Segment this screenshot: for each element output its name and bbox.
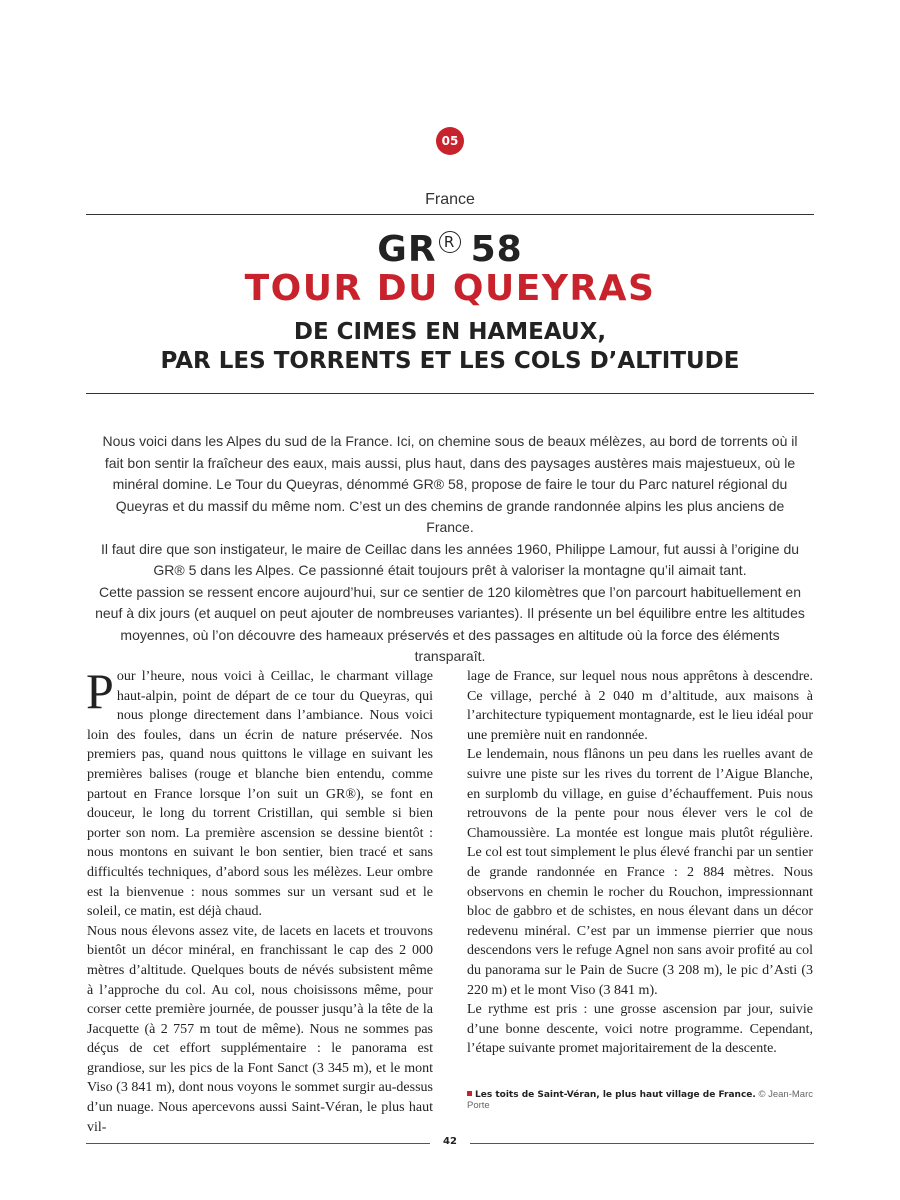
body-column-left xyxy=(86,663,433,1137)
body-paragraph: Le lendemain, nous flânons un peu dans les ruelles avant de suivre une piste sur les rives du torrent de l’Aigue Blanche, en surplomb du village, en guise d’échauffement. Puis nous retrouvons de la pente pour nous élever vers le col de Chamoussière. La montée est longue mais plutôt régulière. Le col est tout simplement le plus élevé franchi par un sentier de grande randonnée en France : 2 884 mètres. Nous observons en chemin le rocher du Rouchon, impressionnant bloc de gabbro et de schistes, en nous élevant dans un décor redevenu minéral. C’est par un immense pierrier que nous descendons vers le refuge Agnel non sans avoir profité au col du panorama sur le Pain de Sucre (3 208 m), le pic d’Asti (3 220 m) et le mont Viso (3 841 m). xyxy=(467,747,813,998)
body-paragraph-text: our l’heure, nous voici à Ceillac, le charmant village haut-alpin, point de départ de ce tour du Queyras, qui nous plonge directement dans l’ambiance. Nous voici loin des foules, dans un écrin de nature préservée. Nos premiers pas, quand nous quittons le village en suivant les premières balises (rouge et blanche bien entendu, comme partout en France lorsque l’on suit un GR®), se font en douceur, le long du torrent Cristillan, qui semble si bien porter son nom. La première ascension se dessine bientôt : nous montons en suivant le bon sentier, bien tracé et sans difficultés techniques, d’abord sous les mélèzes. Leur ombre est la bienvenue : nous sommes sur un versant sud et le soleil, ce matin, est déjà chaud. xyxy=(87,669,433,920)
intro-paragraph: Cette passion se ressent encore aujourd’hui, sur ce sentier de 120 kilomètres que l’on parcourt habituellement en neuf à dix jours (et auquel on peut ajouter de nombreuses variantes). Il présente un bel équilibre entre les altitudes moyennes, où l’on découvre des hameaux préservés et des passages en altitude où la force des éléments transparaît. xyxy=(95,583,805,664)
page-number: 42 xyxy=(443,1136,457,1147)
caption-text: Les toits de Saint-Véran, le plus haut village de France. xyxy=(475,1090,756,1100)
body-paragraph xyxy=(86,663,433,922)
subtitle-line-1: DE CIMES EN HAMEAUX, xyxy=(293,319,607,345)
photo-credit: © Jean-Marc Porte xyxy=(467,1089,813,1111)
footer-rule-left xyxy=(86,1143,430,1144)
header-rule-top xyxy=(86,214,814,215)
caption-marker-icon xyxy=(467,1091,472,1096)
footer-rule-right xyxy=(470,1143,814,1144)
page-title: TOUR DU QUEYRAS xyxy=(244,268,656,309)
page-subtitle xyxy=(0,318,900,376)
body-column-right xyxy=(467,667,813,1059)
country-label: France xyxy=(425,191,475,208)
chapter-number-badge: 05 xyxy=(436,127,464,155)
body-paragraph: lage de France, sur lequel nous nous apprêtons à descendre. Ce village, perché à 2 040 m d’altitude, aux maisons à l’architecture typiquement montagnarde, est le lieu idéal pour une première nuit en randonnée. xyxy=(467,669,813,743)
drop-cap: P xyxy=(86,663,114,719)
intro-paragraph: Il faut dire que son instigateur, le maire de Ceillac dans les années 1960, Philippe Lamour, fut aussi à l’origine du GR® 5 dans les Alpes. Ce passionné était toujours prêt à valoriser la montagne qu’il aimait tant. xyxy=(100,540,800,578)
subtitle-line-2: PAR LES TORRENTS ET LES COLS D’ALTITUDE xyxy=(160,348,740,374)
photo-caption xyxy=(467,1089,827,1111)
trail-code xyxy=(0,229,900,270)
registered-icon: R xyxy=(439,231,461,253)
trail-prefix: GR xyxy=(377,229,437,270)
body-paragraph: Nous nous élevons assez vite, de lacets en lacets et trouvons bientôt un décor minéral, en franchissant le cap des 2 000 mètres d’altitude. Quelques bouts de névés subsistent même à l’approche du col. Au col, nous choisissons même, pour corser cette première journée, de pousser jusqu’à la tête de la Jacquette (à 2 757 m tout de même). Nous ne sommes pas déçus de cet effort supplémentaire : le panorama est grandiose, sur les pics de la Font Sanct (3 345 m), et le mont Viso (3 841 m), dont nous voyons le sommet surgir au-dessus d’un nuage. Nous apercevons aussi Saint-Véran, le plus haut vil- xyxy=(87,923,433,1135)
intro-block xyxy=(94,431,806,668)
trail-number: 58 xyxy=(470,229,523,270)
body-paragraph: Le rythme est pris : une grosse ascension par jour, suivie d’une bonne descente, voici notre programme. Cependant, l’étape suivante promet majoritairement de la descente. xyxy=(467,1002,813,1057)
intro-paragraph: Nous voici dans les Alpes du sud de la France. Ici, on chemine sous de beaux mélèzes, au bord de torrents où il fait bon sentir la fraîcheur des eaux, mais aussi, plus haut, dans des paysages austères mais majestueux, où le minéral domine. Le Tour du Queyras, dénommé GR® 58, propose de faire le tour du Parc naturel régional du Queyras et du massif du même nom. C’est un des chemins de grande randonnée alpins les plus anciens de France. xyxy=(102,433,798,535)
header-rule-bottom xyxy=(86,393,814,394)
